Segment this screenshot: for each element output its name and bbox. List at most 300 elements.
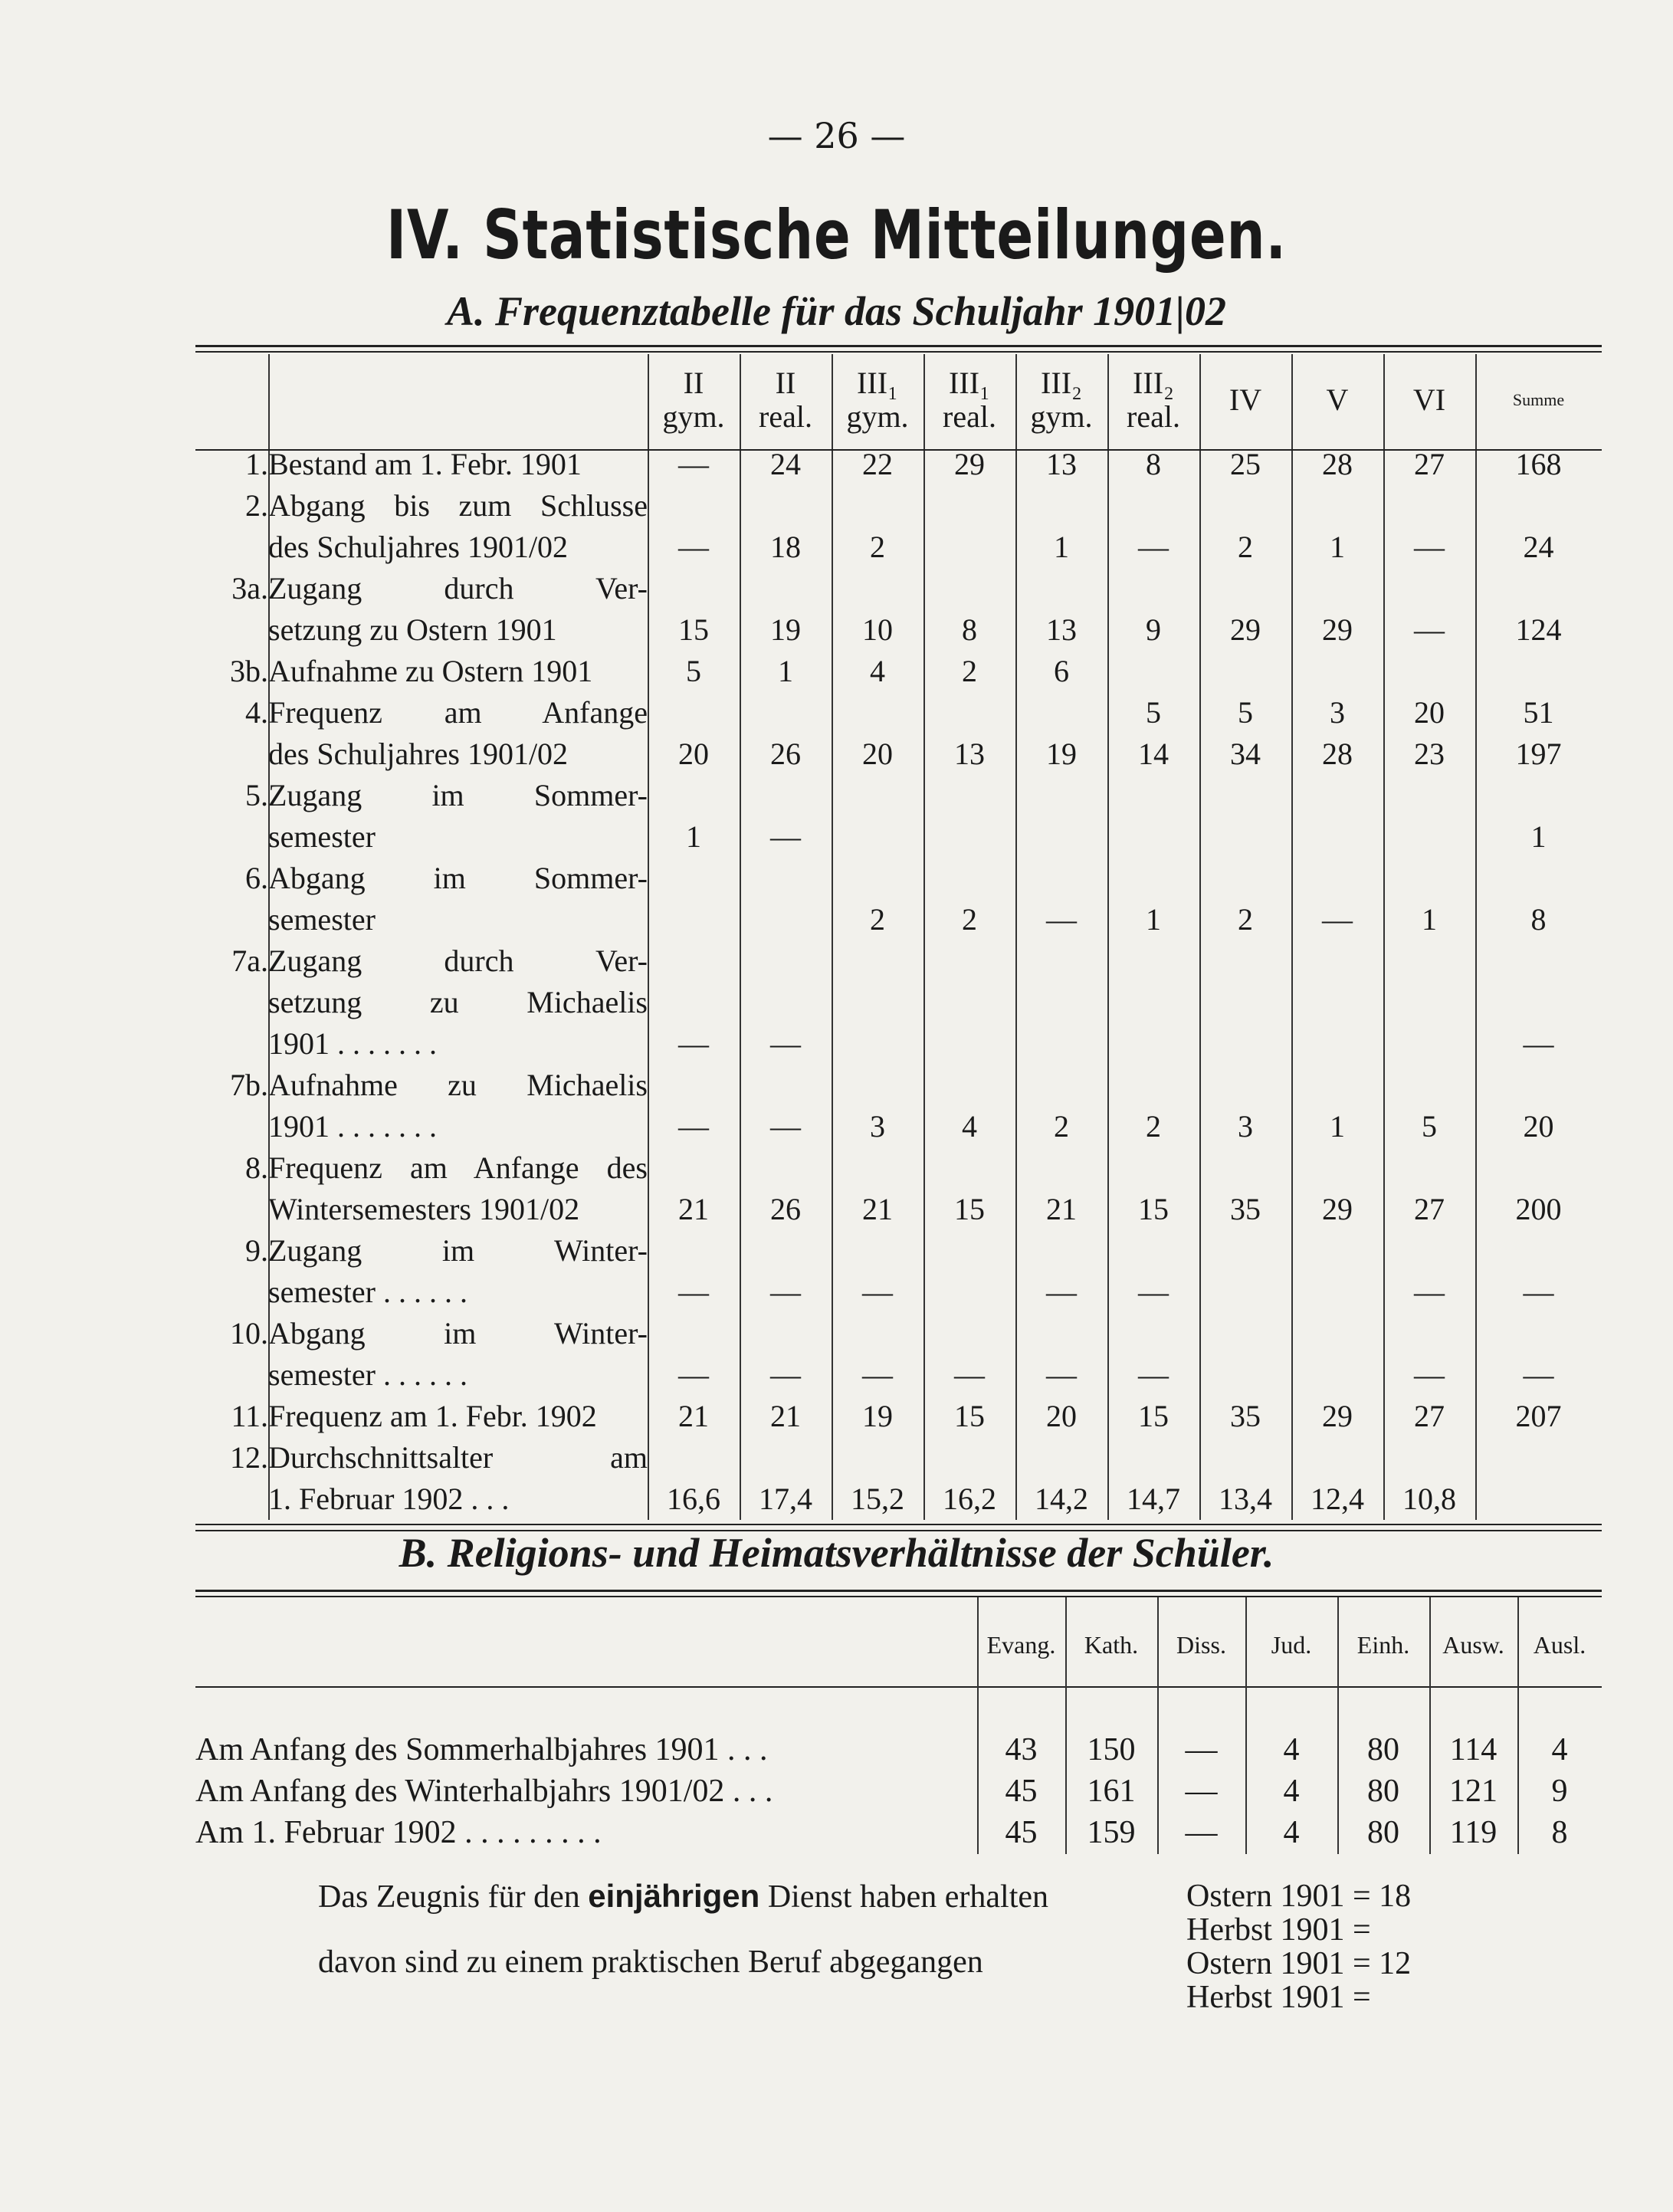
table-cell: 15 bbox=[678, 612, 709, 647]
table-row bbox=[195, 816, 1602, 858]
table-cell: 26 bbox=[770, 737, 801, 771]
table-cell bbox=[1383, 816, 1475, 858]
column-line bbox=[648, 354, 649, 1520]
column-line bbox=[1383, 354, 1385, 1520]
table-cell bbox=[1383, 1437, 1475, 1478]
table-cell bbox=[1199, 816, 1291, 858]
col-header: III₂ real. bbox=[1127, 366, 1180, 434]
table-cell: — bbox=[1414, 530, 1445, 564]
row-number: 4. bbox=[245, 695, 268, 730]
table-cell: 80 bbox=[1367, 1815, 1399, 1850]
table-cell: 2 bbox=[1054, 1109, 1069, 1144]
table-cell bbox=[1199, 1147, 1291, 1189]
table-cell: 19 bbox=[770, 612, 801, 647]
table-cell: — bbox=[770, 1357, 801, 1392]
table-cell: — bbox=[678, 1026, 709, 1061]
table-cell: 3 bbox=[870, 1109, 885, 1144]
table-cell: — bbox=[678, 1357, 709, 1392]
table-cell bbox=[1107, 1230, 1199, 1272]
table-cell: 8 bbox=[1146, 447, 1161, 481]
table-cell bbox=[1015, 940, 1107, 982]
column-line bbox=[923, 354, 925, 1520]
row-description: Abgang im Winter- bbox=[268, 1316, 648, 1351]
table-cell: — bbox=[678, 1275, 709, 1309]
row-number: 9. bbox=[245, 1233, 268, 1268]
table-cell: 4 bbox=[1283, 1774, 1300, 1809]
row-number: 7b. bbox=[230, 1068, 268, 1102]
row-description: Zugang durch Ver- bbox=[268, 944, 648, 978]
column-line bbox=[1429, 1597, 1431, 1854]
row-description: Aufnahme zu Michaelis bbox=[268, 1068, 648, 1102]
column-line bbox=[1475, 354, 1477, 1520]
table-cell bbox=[1475, 1147, 1602, 1189]
table-cell: 45 bbox=[1005, 1774, 1038, 1809]
table-cell bbox=[832, 816, 923, 858]
table-cell: — bbox=[1414, 1275, 1445, 1309]
table-cell: — bbox=[1046, 902, 1077, 937]
table-cell bbox=[1015, 1023, 1107, 1065]
row-description: Abgang bis zum Schlusse bbox=[268, 488, 648, 523]
table-cell: 80 bbox=[1367, 1732, 1399, 1767]
col-header: Einh. bbox=[1356, 1630, 1410, 1659]
table-cell bbox=[1107, 940, 1199, 982]
table-cell: 14,7 bbox=[1127, 1482, 1180, 1516]
table-cell: 197 bbox=[1515, 737, 1562, 771]
table-cell: 27 bbox=[1414, 1192, 1445, 1226]
table-cell bbox=[1383, 858, 1475, 899]
table-cell bbox=[740, 982, 832, 1023]
table-cell bbox=[1107, 1437, 1199, 1478]
table-cell bbox=[1475, 858, 1602, 899]
table-cell: 19 bbox=[1046, 737, 1077, 771]
table-cell: 13,4 bbox=[1219, 1482, 1272, 1516]
rule-bottom-a bbox=[195, 1524, 1602, 1525]
table-cell bbox=[740, 1147, 832, 1189]
table-cell: 21 bbox=[1046, 1192, 1077, 1226]
header-empty bbox=[195, 1602, 977, 1688]
table-cell bbox=[648, 1147, 740, 1189]
table-cell: — bbox=[770, 1026, 801, 1061]
table-cell bbox=[923, 775, 1015, 816]
table-cell bbox=[923, 858, 1015, 899]
col-header: II gym. bbox=[662, 366, 725, 434]
table-cell: 21 bbox=[862, 1192, 893, 1226]
table-cell bbox=[648, 858, 740, 899]
page-title: IV. Statistische Mitteilungen. bbox=[386, 195, 1287, 274]
col-header: Evang. bbox=[986, 1630, 1056, 1659]
table-cell: 1 bbox=[686, 819, 701, 854]
table-cell bbox=[923, 1313, 1015, 1354]
row-number bbox=[195, 1189, 268, 1230]
table-cell: 1 bbox=[1530, 819, 1547, 854]
table-cell: 15 bbox=[954, 1192, 985, 1226]
table-cell: 150 bbox=[1087, 1732, 1136, 1767]
rule-header-a bbox=[195, 449, 1602, 451]
table-row bbox=[195, 568, 1602, 609]
table-cell bbox=[1015, 816, 1107, 858]
table-cell bbox=[832, 485, 923, 527]
table-row bbox=[195, 1478, 1602, 1520]
table-cell bbox=[923, 1230, 1015, 1272]
table-cell: 25 bbox=[1230, 447, 1261, 481]
table-cell bbox=[740, 568, 832, 609]
table-cell bbox=[1199, 1065, 1291, 1106]
row-number: 10. bbox=[230, 1316, 268, 1351]
table-cell: 4 bbox=[1551, 1732, 1568, 1767]
row-number bbox=[195, 982, 268, 1023]
table-cell bbox=[1291, 1065, 1383, 1106]
table-cell bbox=[923, 1065, 1015, 1106]
row-description: Abgang im Sommer- bbox=[268, 861, 648, 895]
table-cell: 2 bbox=[1146, 1109, 1161, 1144]
table-cell bbox=[923, 527, 1015, 568]
rule-header-b bbox=[195, 1686, 1602, 1688]
table-cell bbox=[1199, 1313, 1291, 1354]
column-line bbox=[1015, 354, 1017, 1520]
row-description: Durchschnittsalter am bbox=[268, 1440, 648, 1475]
table-cell bbox=[1199, 568, 1291, 609]
column-line bbox=[1337, 1597, 1339, 1854]
table-cell bbox=[1383, 1023, 1475, 1065]
table-cell bbox=[648, 775, 740, 816]
table-cell bbox=[832, 568, 923, 609]
table-cell: 159 bbox=[1087, 1815, 1136, 1850]
row-number: 3a. bbox=[231, 571, 268, 606]
table-cell: 43 bbox=[1005, 1732, 1038, 1767]
table-cell bbox=[1107, 982, 1199, 1023]
religion-header-row bbox=[195, 1602, 1602, 1688]
table-cell bbox=[1107, 568, 1199, 609]
column-line bbox=[1245, 1597, 1247, 1854]
col-header: III₁ real. bbox=[943, 366, 996, 434]
table-cell bbox=[740, 858, 832, 899]
table-cell bbox=[1107, 485, 1199, 527]
frequency-body bbox=[195, 444, 1602, 1520]
table-cell bbox=[1015, 1230, 1107, 1272]
table-cell bbox=[832, 1313, 923, 1354]
table-cell bbox=[1475, 1230, 1602, 1272]
table-cell bbox=[1015, 858, 1107, 899]
table-cell: 5 bbox=[1146, 695, 1161, 730]
table-cell: — bbox=[1046, 1357, 1077, 1392]
religion-body bbox=[195, 1729, 1602, 1853]
table-cell bbox=[1199, 775, 1291, 816]
table-row bbox=[195, 1230, 1602, 1272]
table-cell: 9 bbox=[1551, 1774, 1568, 1809]
table-cell bbox=[1291, 1313, 1383, 1354]
col-header-summe: Summe bbox=[1512, 390, 1565, 409]
column-line bbox=[1291, 354, 1293, 1520]
frequency-header-row bbox=[195, 356, 1602, 444]
table-cell: 20 bbox=[1414, 695, 1445, 730]
table-cell: 27 bbox=[1414, 1399, 1445, 1433]
table-cell bbox=[1291, 1272, 1383, 1313]
table-cell bbox=[1015, 1437, 1107, 1478]
table-cell: 4 bbox=[962, 1109, 977, 1144]
header-empty bbox=[268, 356, 648, 444]
col-header: III₂ gym. bbox=[1030, 366, 1093, 434]
table-cell bbox=[1107, 775, 1199, 816]
row-number bbox=[195, 734, 268, 775]
table-row bbox=[195, 1065, 1602, 1106]
table-cell bbox=[1015, 568, 1107, 609]
table-cell: 207 bbox=[1515, 1399, 1562, 1433]
table-cell: 1 bbox=[1330, 530, 1345, 564]
table-cell: 20 bbox=[1046, 1399, 1077, 1433]
table-cell: 21 bbox=[678, 1399, 709, 1433]
rule-top-a bbox=[195, 345, 1602, 347]
row-description: Frequenz am Anfange des bbox=[268, 1150, 648, 1185]
table-cell bbox=[740, 1230, 832, 1272]
table-cell bbox=[923, 940, 1015, 982]
row-number bbox=[195, 1023, 268, 1065]
table-cell: — bbox=[1185, 1774, 1218, 1809]
table-cell bbox=[1291, 1437, 1383, 1478]
table-cell bbox=[1291, 568, 1383, 609]
row-number bbox=[195, 1272, 268, 1313]
row-description: setzung zu Michaelis bbox=[268, 985, 648, 1019]
table-row bbox=[195, 1729, 1602, 1771]
table-row bbox=[195, 858, 1602, 899]
table-cell bbox=[832, 1147, 923, 1189]
table-cell bbox=[1107, 1313, 1199, 1354]
section-b-title: B. Religions- und Heimatsverhältnisse der Schüler. bbox=[399, 1530, 1274, 1576]
row-description: 1901 . . . . . . . bbox=[268, 1026, 437, 1061]
table-cell bbox=[923, 816, 1015, 858]
table-cell bbox=[1475, 1478, 1602, 1520]
table-cell: 20 bbox=[678, 737, 709, 771]
table-cell bbox=[923, 1147, 1015, 1189]
table-cell bbox=[1107, 1147, 1199, 1189]
table-cell bbox=[1383, 1065, 1475, 1106]
table-cell: — bbox=[1414, 1357, 1445, 1392]
table-cell bbox=[648, 485, 740, 527]
table-cell bbox=[1383, 1147, 1475, 1189]
table-cell: — bbox=[1185, 1732, 1218, 1767]
table-cell bbox=[740, 775, 832, 816]
column-line bbox=[1065, 1597, 1067, 1854]
table-cell: — bbox=[770, 1275, 801, 1309]
row-description: des Schuljahres 1901/02 bbox=[268, 530, 569, 564]
table-cell: 8 bbox=[962, 612, 977, 647]
table-cell: 5 bbox=[1422, 1109, 1437, 1144]
table-cell bbox=[1475, 485, 1602, 527]
table-cell bbox=[832, 1230, 923, 1272]
table-cell: — bbox=[1322, 902, 1353, 937]
table-cell: 12,4 bbox=[1311, 1482, 1364, 1516]
row-description: semester . . . . . . bbox=[268, 1275, 467, 1309]
table-cell: 29 bbox=[1322, 612, 1353, 647]
table-row bbox=[195, 1396, 1602, 1437]
table-cell: 5 bbox=[686, 654, 701, 688]
table-cell bbox=[1475, 568, 1602, 609]
table-row bbox=[195, 1437, 1602, 1478]
footer-line-1 bbox=[318, 1878, 1048, 1915]
table-cell: — bbox=[862, 1275, 893, 1309]
table-cell bbox=[1107, 1065, 1199, 1106]
row-number: 8. bbox=[245, 1150, 268, 1185]
table-cell bbox=[923, 568, 1015, 609]
table-cell: 1 bbox=[1146, 902, 1161, 937]
table-cell: 80 bbox=[1367, 1774, 1399, 1809]
table-cell bbox=[1199, 1272, 1291, 1313]
header-empty bbox=[195, 356, 268, 444]
table-cell: 3 bbox=[1238, 1109, 1253, 1144]
table-cell bbox=[1199, 1023, 1291, 1065]
table-cell: 35 bbox=[1230, 1192, 1261, 1226]
row-number bbox=[195, 609, 268, 651]
table-cell: — bbox=[770, 1109, 801, 1144]
table-cell bbox=[923, 485, 1015, 527]
footer-text: Das Zeugnis für den bbox=[318, 1879, 580, 1915]
table-cell bbox=[648, 1437, 740, 1478]
table-cell: 10 bbox=[862, 612, 893, 647]
row-number: 1. bbox=[245, 447, 268, 481]
table-cell bbox=[1199, 858, 1291, 899]
row-description: Frequenz am Anfange bbox=[268, 695, 648, 730]
table-cell: — bbox=[770, 819, 801, 854]
table-cell bbox=[1291, 940, 1383, 982]
table-cell bbox=[1199, 1230, 1291, 1272]
table-cell: 14,2 bbox=[1035, 1482, 1088, 1516]
table-cell bbox=[832, 940, 923, 982]
footer-entry: Herbst 1901 = bbox=[1186, 1912, 1371, 1948]
footer-entry: Herbst 1901 = bbox=[1186, 1980, 1371, 2015]
column-line bbox=[1107, 354, 1109, 1520]
row-number: 7a. bbox=[231, 944, 268, 978]
table-cell: 3 bbox=[1330, 695, 1345, 730]
table-cell bbox=[1383, 775, 1475, 816]
table-cell bbox=[1107, 858, 1199, 899]
table-cell bbox=[1291, 651, 1383, 692]
table-cell: 27 bbox=[1414, 447, 1445, 481]
row-number bbox=[195, 816, 268, 858]
table-cell: — bbox=[954, 1357, 985, 1392]
table-cell bbox=[923, 1437, 1015, 1478]
table-cell bbox=[1475, 982, 1602, 1023]
table-cell bbox=[1107, 1023, 1199, 1065]
table-cell: — bbox=[862, 1357, 893, 1392]
table-cell: 8 bbox=[1530, 902, 1547, 937]
column-line bbox=[740, 354, 741, 1520]
row-description: 1901 . . . . . . . bbox=[268, 1109, 437, 1144]
table-cell: — bbox=[1523, 1357, 1554, 1392]
row-number: 5. bbox=[245, 778, 268, 812]
table-cell: 29 bbox=[954, 447, 985, 481]
table-row bbox=[195, 1147, 1602, 1189]
row-number bbox=[195, 527, 268, 568]
table-row bbox=[195, 1313, 1602, 1354]
row-label: Am Anfang des Winterhalbjahrs 1901/02 . . . bbox=[195, 1774, 773, 1809]
table-cell: 8 bbox=[1551, 1815, 1568, 1850]
table-cell bbox=[1107, 651, 1199, 692]
table-cell: 9 bbox=[1146, 612, 1161, 647]
table-cell: 26 bbox=[770, 1192, 801, 1226]
religion-table bbox=[195, 1602, 1602, 1853]
table-cell: 200 bbox=[1515, 1192, 1562, 1226]
row-number: 6. bbox=[245, 861, 268, 895]
table-cell: 1 bbox=[1330, 1109, 1345, 1144]
row-description: Aufnahme zu Ostern 1901 bbox=[268, 654, 593, 688]
col-header: Ausl. bbox=[1533, 1630, 1586, 1659]
row-description: Bestand am 1. Febr. 1901 bbox=[268, 447, 582, 481]
table-cell: — bbox=[678, 530, 709, 564]
table-cell: 5 bbox=[1238, 695, 1253, 730]
footer-line-2: davon sind zu einem praktischen Beruf abgegangen bbox=[318, 1945, 983, 1980]
col-header: Jud. bbox=[1271, 1630, 1312, 1659]
table-cell: 17,4 bbox=[759, 1482, 812, 1516]
col-header: Diss. bbox=[1176, 1630, 1226, 1659]
table-cell bbox=[740, 899, 832, 940]
table-cell bbox=[923, 692, 1015, 734]
column-line bbox=[1199, 354, 1201, 1520]
table-cell: 15 bbox=[954, 1399, 985, 1433]
table-cell: 2 bbox=[962, 902, 977, 937]
column-line bbox=[832, 354, 833, 1520]
table-cell bbox=[1291, 1230, 1383, 1272]
table-cell: — bbox=[1138, 1275, 1169, 1309]
table-row bbox=[195, 1023, 1602, 1065]
table-row bbox=[195, 734, 1602, 775]
table-row bbox=[195, 692, 1602, 734]
table-row bbox=[195, 982, 1602, 1023]
table-cell: — bbox=[1414, 612, 1445, 647]
col-header: IV bbox=[1229, 382, 1262, 417]
column-line bbox=[268, 354, 270, 1520]
table-cell: 6 bbox=[1054, 654, 1069, 688]
table-row bbox=[195, 485, 1602, 527]
table-cell bbox=[1475, 1065, 1602, 1106]
row-description: semester bbox=[268, 902, 376, 937]
table-cell: — bbox=[1138, 530, 1169, 564]
col-header: III₁ gym. bbox=[846, 366, 909, 434]
table-cell bbox=[1199, 1354, 1291, 1396]
table-cell: 1 bbox=[1054, 530, 1069, 564]
table-cell: 20 bbox=[862, 737, 893, 771]
table-cell: — bbox=[678, 447, 709, 481]
table-cell bbox=[1291, 1023, 1383, 1065]
frequency-table bbox=[195, 356, 1602, 1520]
table-cell bbox=[648, 940, 740, 982]
row-description: 1. Februar 1902 . . . bbox=[268, 1482, 510, 1516]
table-cell bbox=[1015, 1313, 1107, 1354]
table-cell bbox=[832, 1437, 923, 1478]
table-cell bbox=[1475, 940, 1602, 982]
table-cell: 45 bbox=[1005, 1815, 1038, 1850]
table-cell bbox=[832, 775, 923, 816]
table-cell: 22 bbox=[862, 447, 893, 481]
table-cell bbox=[740, 1065, 832, 1106]
column-line bbox=[1517, 1597, 1519, 1854]
col-header: II real. bbox=[759, 366, 812, 434]
table-cell bbox=[740, 1313, 832, 1354]
table-row bbox=[195, 609, 1602, 651]
table-cell: 20 bbox=[1523, 1109, 1554, 1144]
row-description: semester bbox=[268, 819, 376, 854]
table-cell bbox=[1199, 940, 1291, 982]
table-cell bbox=[923, 1272, 1015, 1313]
table-cell bbox=[1291, 775, 1383, 816]
table-cell: 28 bbox=[1322, 447, 1353, 481]
table-cell bbox=[1199, 651, 1291, 692]
table-row bbox=[195, 775, 1602, 816]
row-number: 11. bbox=[231, 1399, 268, 1433]
table-cell: 121 bbox=[1449, 1774, 1497, 1809]
table-cell: 29 bbox=[1322, 1192, 1353, 1226]
table-cell: 161 bbox=[1087, 1774, 1136, 1809]
table-cell: 13 bbox=[1046, 447, 1077, 481]
table-cell bbox=[923, 982, 1015, 1023]
